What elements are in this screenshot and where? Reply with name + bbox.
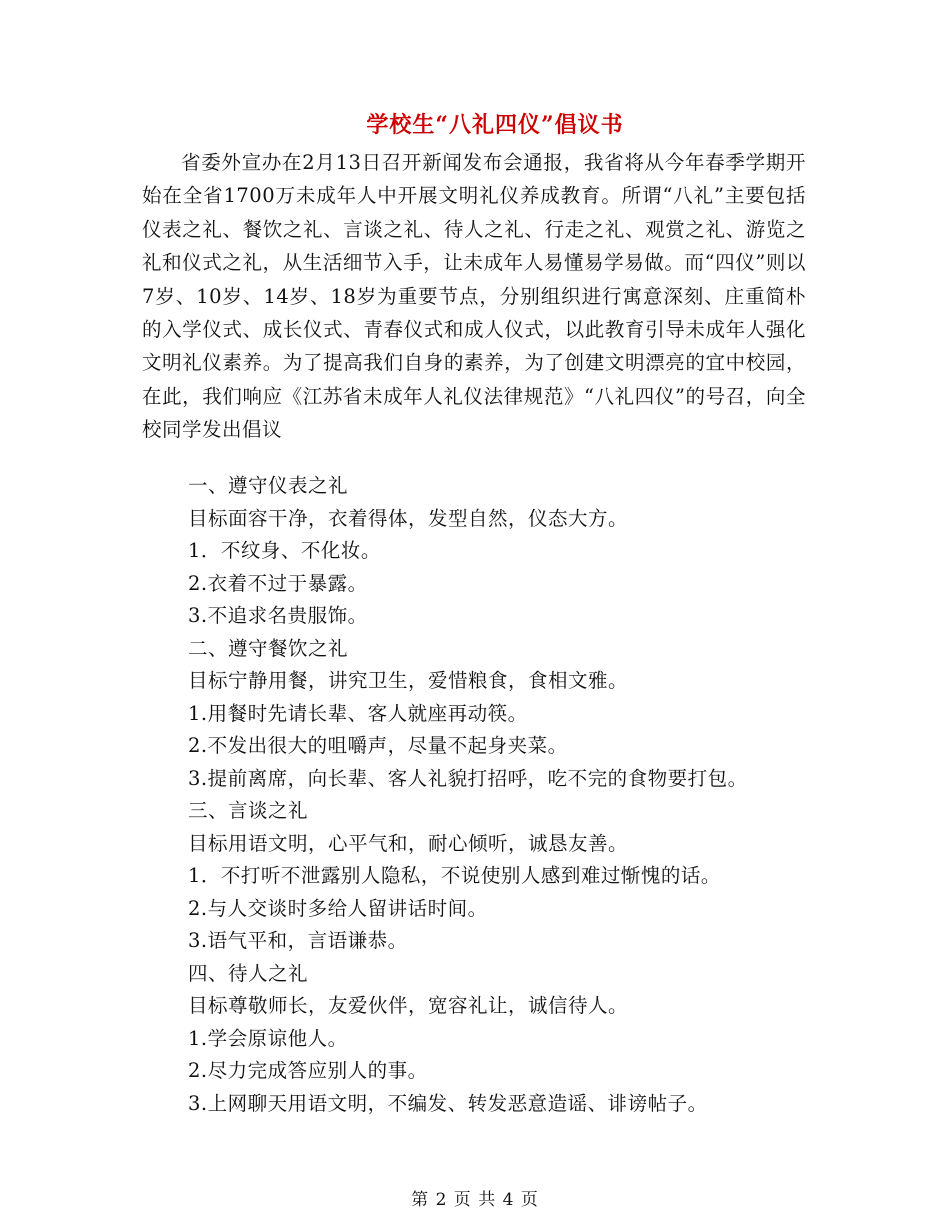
list-item: 2.尽力完成答应别人的事。: [188, 1059, 428, 1082]
section-heading-2: 二、遵守餐饮之礼: [188, 636, 349, 660]
section-heading-3: 三、言谈之礼: [188, 799, 309, 822]
list-item: 1．不纹身、不化妆。: [188, 539, 381, 562]
list-item: 3.提前离席，向长辈、客人礼貌打招呼，吃不完的食物要打包。: [188, 766, 748, 790]
section-heading-4: 四、待人之礼: [188, 961, 309, 985]
document-title: 学校生“八礼四仪”倡议书: [366, 112, 624, 138]
intro-paragraph: 省委外宣办在2月13日召开新闻发布会通报，我省将从今年春季学期开始在全省1700万未成年人中开展文明礼仪养成教育。所谓“八礼”主要包括仪表之礼、餐饮之礼、言谈之礼、待人之礼、行走之礼、观赏之礼、游览之礼和仪式之礼，从生活细节入手，让未成年人易懂易学易做。而“四仪”则以7岁、10岁、14岁、18岁为重要节点，分别组织进行寓意深刻、庄重简朴的入学仪式、成长仪式、青春仪式和成人仪式，以此教育引导未成年人强化文明礼仪素养。为了提高我们自身的素养，为了创建文明漂亮的宜中校园，在此，我们响应《江苏省未成年人礼仪法律规范》“八礼四仪”的号召，向全校同学发出倡议: [142, 151, 806, 442]
section-goal-3: 目标用语文明，心平气和，耐心倾听，诚恳友善。: [188, 831, 629, 855]
section-goal-1: 目标面容干净，衣着得体，发型自然，仪态大方。: [188, 506, 629, 530]
list-item: 1.学会原谅他人。: [188, 1026, 348, 1050]
list-item: 3.不追求名贵服饰。: [188, 604, 368, 627]
list-item: 3.上网聊天用语文明，不编发、转发恶意造谣、诽谤帖子。: [188, 1091, 708, 1115]
section-heading-1: 一、遵守仪表之礼: [188, 474, 349, 497]
section-goal-2: 目标宁静用餐，讲究卫生，爱惜粮食，食相文雅。: [188, 669, 629, 692]
proposal-list: [188, 470, 828, 1120]
list-item: 3.语气平和，言语谦恭。: [188, 929, 408, 952]
list-item: 2.衣着不过于暴露。: [188, 571, 368, 595]
list-item: 2.不发出很大的咀嚼声，尽量不起身夹菜。: [188, 734, 568, 757]
list-item: 2.与人交谈时多给人留讲话时间。: [188, 896, 488, 920]
list-item: 1．不打听不泄露别人隐私，不说使别人感到难过惭愧的话。: [188, 864, 721, 887]
page-number-footer: 第 2 页 共 4 页: [411, 1190, 539, 1210]
section-goal-4: 目标尊敬师长，友爱伙伴，宽容礼让，诚信待人。: [188, 994, 629, 1017]
list-item: 1.用餐时先请长辈、客人就座再动筷。: [188, 701, 528, 725]
